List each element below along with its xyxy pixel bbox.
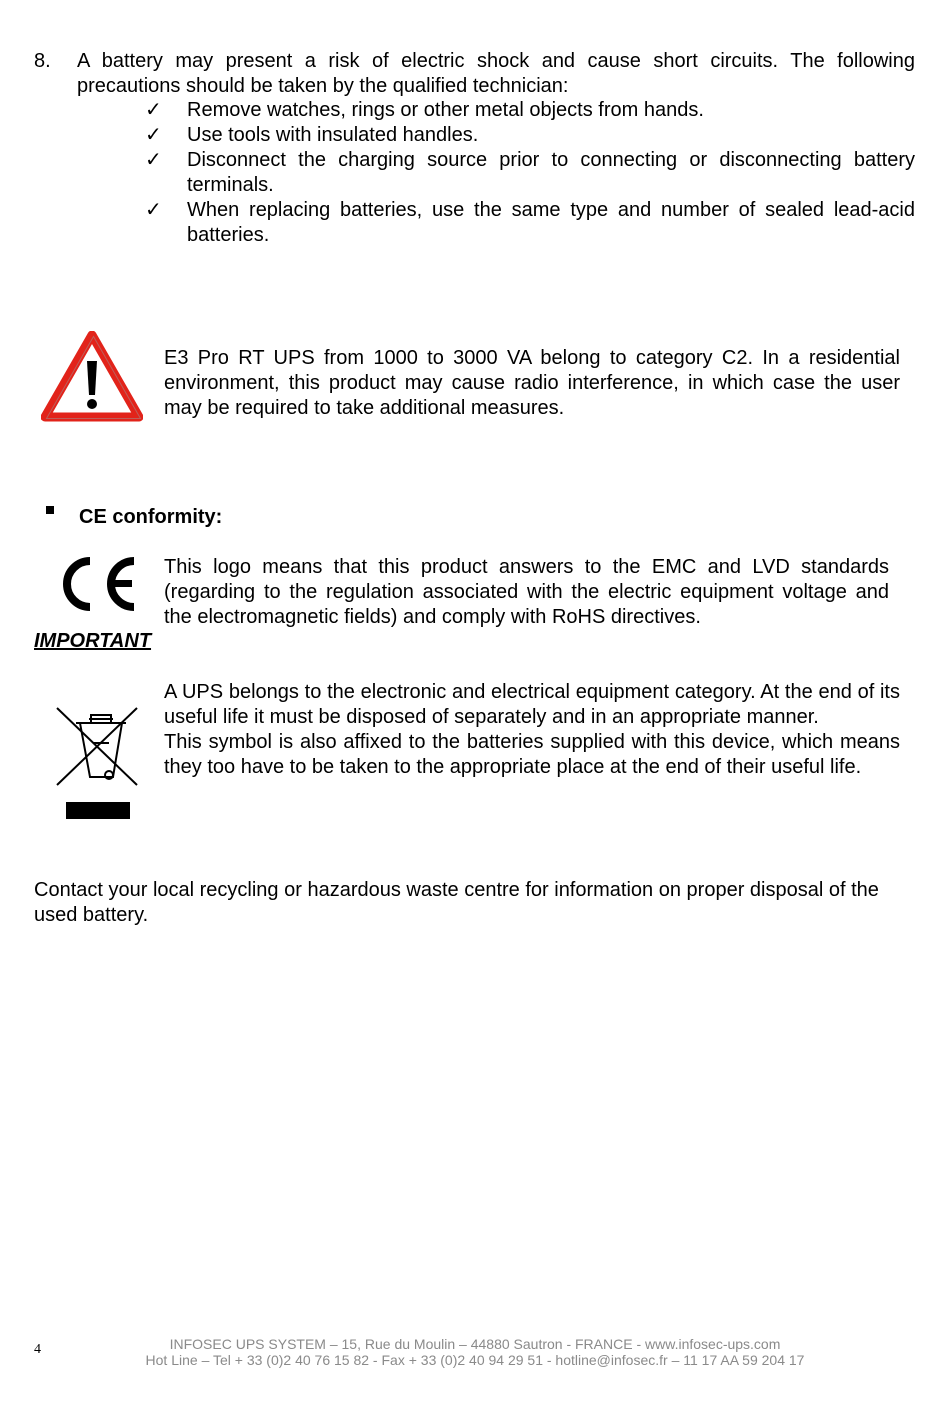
checkmark-icon: ✓ — [145, 149, 162, 171]
checkmark-icon: ✓ — [145, 199, 162, 221]
check-item-text: When replacing batteries, use the same type and number of sealed lead-acid batteries. — [187, 199, 915, 246]
weee-text — [164, 680, 900, 780]
footer-hotline: Hot Line – Tel + 33 (0)2 40 76 15 82 - Fax + 33 (0)2 40 94 29 51 - hotline@infosec.fr – 11 17 AA 59 204 17 — [145, 1352, 805, 1368]
check-item-text: Remove watches, rings or other metal objects from hands. — [187, 99, 704, 121]
bullet-icon — [46, 506, 54, 514]
important-heading: IMPORTANT — [34, 630, 152, 652]
check-item-text: Use tools with insulated handles. — [187, 124, 479, 146]
ce-text: This logo means that this product answers to the EMC and LVD standards (regarding to the regulation associated with the electric equipment voltage and the electromagnetic fields) and comply with RoHS directives. — [164, 556, 889, 628]
footer-address: INFOSEC UPS SYSTEM – 15, Rue du Moulin – 44880 Sautron - FRANCE - www.infosec-ups.com — [169, 1336, 781, 1352]
ce-heading: CE conformity: — [79, 506, 223, 528]
ce-mark-icon — [56, 553, 140, 615]
warning-text: E3 Pro RT UPS from 1000 to 3000 VA belong to category C2. In a residential environment, this product may cause radio interference, in which case the user may be required to take additional measures. — [164, 347, 900, 419]
contact-text: Contact your local recycling or hazardous waste centre for information on proper disposal of the used battery. — [34, 879, 879, 926]
warning-triangle-icon — [41, 331, 143, 423]
page-footer — [0, 1336, 950, 1368]
check-item-text: Disconnect the charging source prior to connecting or disconnecting battery terminals. — [187, 149, 915, 196]
weee-paragraph-1: A UPS belongs to the electronic and electrical equipment category. At the end of its useful life it must be disposed of separately and in an appropriate manner. — [164, 681, 900, 728]
page-number: 4 — [34, 1342, 41, 1357]
crossed-bin-icon — [53, 703, 143, 823]
checkmark-icon: ✓ — [145, 124, 162, 146]
weee-paragraph-2: This symbol is also affixed to the batteries supplied with this device, which means they too have to be taken to the appropriate place at the end of their useful life. — [164, 731, 900, 778]
list-number: 8. — [34, 50, 51, 72]
checkmark-icon: ✓ — [145, 99, 162, 121]
item-8-text: A battery may present a risk of electric shock and cause short circuits. The following precautions should be taken by the qualified technician: — [77, 50, 915, 97]
